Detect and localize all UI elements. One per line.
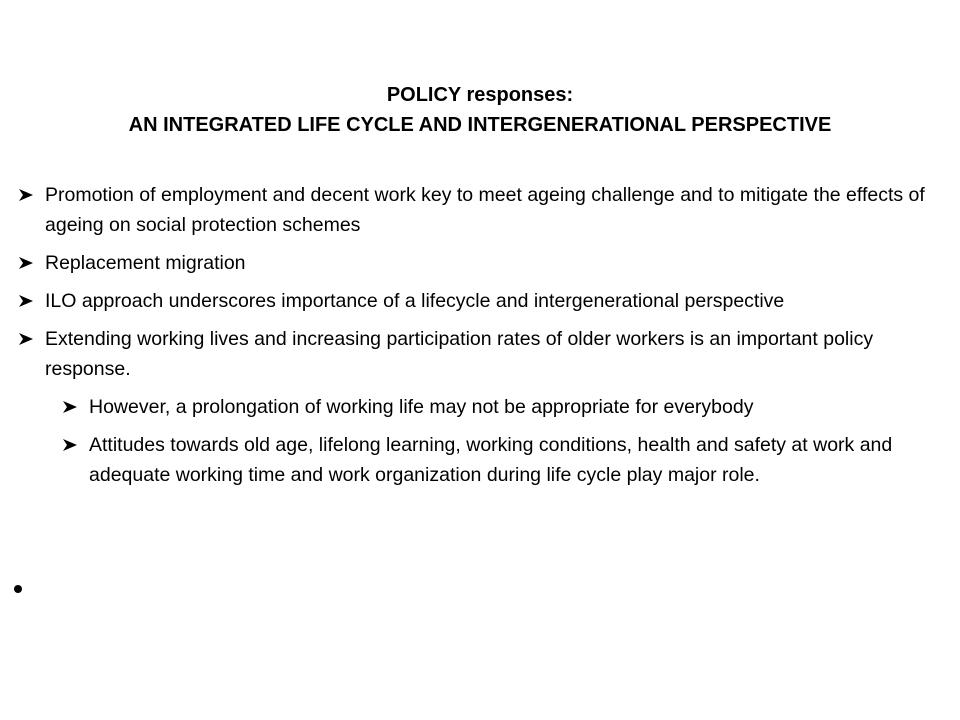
bullet-text: Extending working lives and increasing participation rates of older workers is an important policy response. [45,328,874,380]
slide-title [0,80,960,140]
title-line-2: AN INTEGRATED LIFE CYCLE AND INTERGENERATIONAL PERSPECTIVE [128,114,832,136]
bullet-item [18,324,943,384]
arrow-bullet-icon [18,294,34,308]
arrow-bullet-icon [62,400,78,414]
bullet-list [18,180,943,498]
bullet-text: Promotion of employment and decent work key to meet ageing challenge and to mitigate the effects of ageing on social protection schemes [45,184,925,236]
arrow-bullet-icon [18,332,34,346]
bullet-item [18,248,943,278]
sub-bullet-item [62,392,960,422]
bullet-text: Attitudes towards old age, lifelong learning, working conditions, health and safety at work and adequate working time and work organization during life cycle play major role. [89,434,893,486]
bullet-item [18,286,943,316]
bullet-text: Replacement migration [45,252,246,274]
bullet-item [18,180,943,240]
arrow-bullet-icon [18,256,34,270]
sub-bullet-item [62,430,960,490]
arrow-bullet-icon [18,188,34,202]
arrow-bullet-icon [62,438,78,452]
dot-bullet-icon [14,585,22,593]
bullet-text: However, a prolongation of working life may not be appropriate for everybody [89,396,754,418]
bullet-text: ILO approach underscores importance of a lifecycle and intergenerational perspective [45,290,785,312]
title-line-1: POLICY responses: [386,84,574,106]
